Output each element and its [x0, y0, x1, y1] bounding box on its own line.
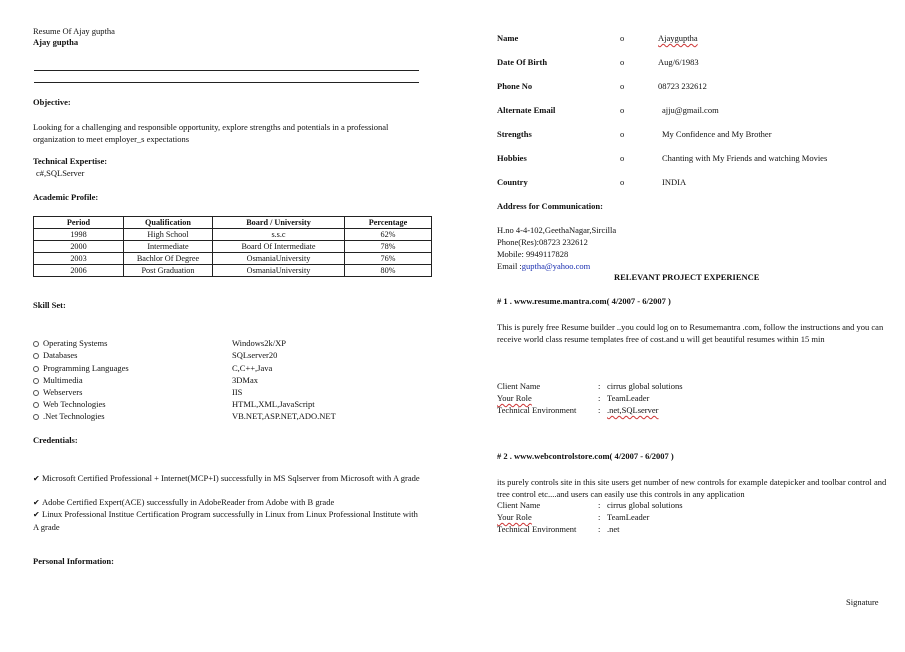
address-mobile: Mobile: 9949117828 — [497, 249, 569, 259]
table-row — [34, 241, 432, 253]
client-value: cirrus global solutions — [607, 500, 683, 510]
table-cell: Bachlor Of Degree — [124, 253, 213, 265]
client-value: cirrus global solutions — [607, 381, 683, 391]
list-item: ✔ Linux Professional Institue Certification Program successfully in Linux from Linux Professional Institute with A grade — [33, 509, 418, 532]
skill-value: 3DMax — [232, 375, 258, 385]
skill-value: C,C++,Java — [232, 363, 273, 373]
personal-information-heading: Personal Information: — [33, 556, 114, 566]
table-cell: 1998 — [34, 229, 124, 241]
objective-text: Looking for a challenging and responsible opportunity, explore strengths and potentials in a professional organization to meet employer_s expectations — [33, 122, 389, 144]
academic-table — [33, 216, 432, 277]
list-item: Operating Systems — [33, 338, 107, 348]
personal-label: Date Of Birth — [497, 57, 548, 67]
list-item: Multimedia — [33, 375, 83, 385]
bullet-icon: o — [620, 105, 625, 115]
personal-value: Aug/6/1983 — [658, 57, 699, 67]
skill-value: HTML,XML,JavaScript — [232, 399, 315, 409]
objective-heading: Objective: — [33, 97, 71, 107]
table-cell: OsmaniaUniversity — [213, 265, 345, 277]
table-row — [34, 229, 432, 241]
checkmark-icon: ✔ — [33, 474, 40, 483]
project-title: # 1 . www.resume.mantra.com( 4/2007 - 6/2007 ) — [497, 296, 671, 306]
list-item: .Net Technologies — [33, 411, 105, 421]
colon: : — [598, 393, 601, 403]
divider — [34, 82, 419, 83]
divider — [34, 70, 419, 71]
role-label: Your Role — [497, 393, 532, 403]
client-label: Client Name — [497, 381, 541, 391]
skill-value: IIS — [232, 387, 243, 397]
bullet-icon: o — [620, 153, 625, 163]
table-cell: Intermediate — [124, 241, 213, 253]
technical-expertise-value: c#,SQLServer — [36, 168, 85, 178]
role-value: TeamLeader — [607, 393, 650, 403]
personal-value: Chanting with My Friends and watching Movies — [662, 153, 828, 163]
table-cell: s.s.c — [213, 229, 345, 241]
table-row — [34, 265, 432, 277]
skill-value: Windows2k/XP — [232, 338, 286, 348]
table-cell: 80% — [345, 265, 432, 277]
table-cell: 62% — [345, 229, 432, 241]
table-row — [34, 253, 432, 265]
environment-value: .net,SQLserver — [607, 405, 659, 415]
bullet-icon: o — [620, 177, 625, 187]
address-heading: Address for Communication: — [497, 201, 603, 211]
personal-label: Strengths — [497, 129, 532, 139]
list-item: Webservers — [33, 387, 82, 397]
bullet-icon: o — [620, 57, 625, 67]
project-title: # 2 . www.webcontrolstore.com( 4/2007 - 6/2007 ) — [497, 451, 674, 461]
personal-label: Alternate Email — [497, 105, 556, 115]
column-header: Percentage — [345, 217, 432, 229]
email-link[interactable]: guptha@yahoo.com — [521, 261, 591, 271]
list-item: Programming Languages — [33, 363, 129, 373]
table-cell: 2003 — [34, 253, 124, 265]
table-cell: 2006 — [34, 265, 124, 277]
bullet-icon — [33, 378, 39, 384]
colon: : — [598, 512, 601, 522]
environment-label: Technical Environment — [497, 405, 577, 415]
personal-label: Country — [497, 177, 528, 187]
colon: : — [598, 500, 601, 510]
checkmark-icon: ✔ — [33, 510, 40, 519]
skill-value: VB.NET,ASP.NET,ADO.NET — [232, 411, 336, 421]
project-description: its purely controls site in this site users get number of new controls for example datepicker and toolbar control and tree control etc....and users can easily use this controls in any application — [497, 477, 887, 499]
bullet-icon — [33, 353, 39, 359]
bullet-icon: o — [620, 81, 625, 91]
personal-value: 08723 232612 — [658, 81, 707, 91]
list-item: Databases — [33, 350, 77, 360]
column-header: Board / University — [213, 217, 345, 229]
name-heading: Ajay guptha — [33, 37, 79, 47]
skill-set-heading: Skill Set: — [33, 300, 66, 310]
colon: : — [598, 381, 601, 391]
table-header-row — [34, 217, 432, 229]
bullet-icon: o — [620, 129, 625, 139]
bullet-icon — [33, 390, 39, 396]
skill-value: SQLserver20 — [232, 350, 278, 360]
personal-value: Ajayguptha — [658, 33, 698, 43]
column-header: Period — [34, 217, 124, 229]
personal-label: Phone No — [497, 81, 533, 91]
personal-value: INDIA — [662, 177, 687, 187]
list-item: Web Technologies — [33, 399, 106, 409]
academic-profile-heading: Academic Profile: — [33, 192, 99, 202]
projects-heading: RELEVANT PROJECT EXPERIENCE — [614, 272, 760, 282]
colon: : — [598, 524, 601, 534]
list-item: ✔ Adobe Certified Expert(ACE) successfully in AdobeReader from Adobe with B grade — [33, 497, 335, 507]
credentials-heading: Credentials: — [33, 435, 78, 445]
bullet-icon: o — [620, 33, 625, 43]
role-value: TeamLeader — [607, 512, 650, 522]
personal-value: My Confidence and My Brother — [662, 129, 772, 139]
address-phone: Phone(Res):08723 232612 — [497, 237, 588, 247]
table-cell: High School — [124, 229, 213, 241]
table-cell: 78% — [345, 241, 432, 253]
table-cell: 76% — [345, 253, 432, 265]
address-line: H.no 4-4-102,GeethaNagar,Sircilla — [497, 225, 617, 235]
client-label: Client Name — [497, 500, 541, 510]
bullet-icon — [33, 341, 39, 347]
bullet-icon — [33, 366, 39, 372]
personal-label: Name — [497, 33, 519, 43]
table-cell: Post Graduation — [124, 265, 213, 277]
list-item: ✔ Microsoft Certified Professional + Internet(MCP+I) successfully in MS Sqlserver from Microsoft with A grade — [33, 473, 420, 483]
project-description: This is purely free Resume builder ..you could log on to Resumemantra .com, follow the instructions and you can receive world class resume templates free of cost.and u will get beautiful resumes within 15 min — [497, 322, 884, 344]
role-label: Your Role — [497, 512, 532, 522]
technical-expertise-heading: Technical Expertise: — [33, 156, 108, 166]
table-cell: OsmaniaUniversity — [213, 253, 345, 265]
checkmark-icon: ✔ — [33, 498, 40, 507]
address-email: Email :guptha@yahoo.com — [497, 261, 591, 271]
resume-title: Resume Of Ajay guptha — [33, 26, 115, 36]
personal-label: Hobbies — [497, 153, 527, 163]
table-cell: 2000 — [34, 241, 124, 253]
personal-value: ajju@gmail.com — [662, 105, 719, 115]
environment-value: .net — [607, 524, 620, 534]
bullet-icon — [33, 402, 39, 408]
table-cell: Board Of Intermediate — [213, 241, 345, 253]
column-header: Qualification — [124, 217, 213, 229]
bullet-icon — [33, 414, 39, 420]
signature: Signature — [846, 597, 879, 607]
colon: : — [598, 405, 601, 415]
environment-label: Technical Environment — [497, 524, 577, 534]
